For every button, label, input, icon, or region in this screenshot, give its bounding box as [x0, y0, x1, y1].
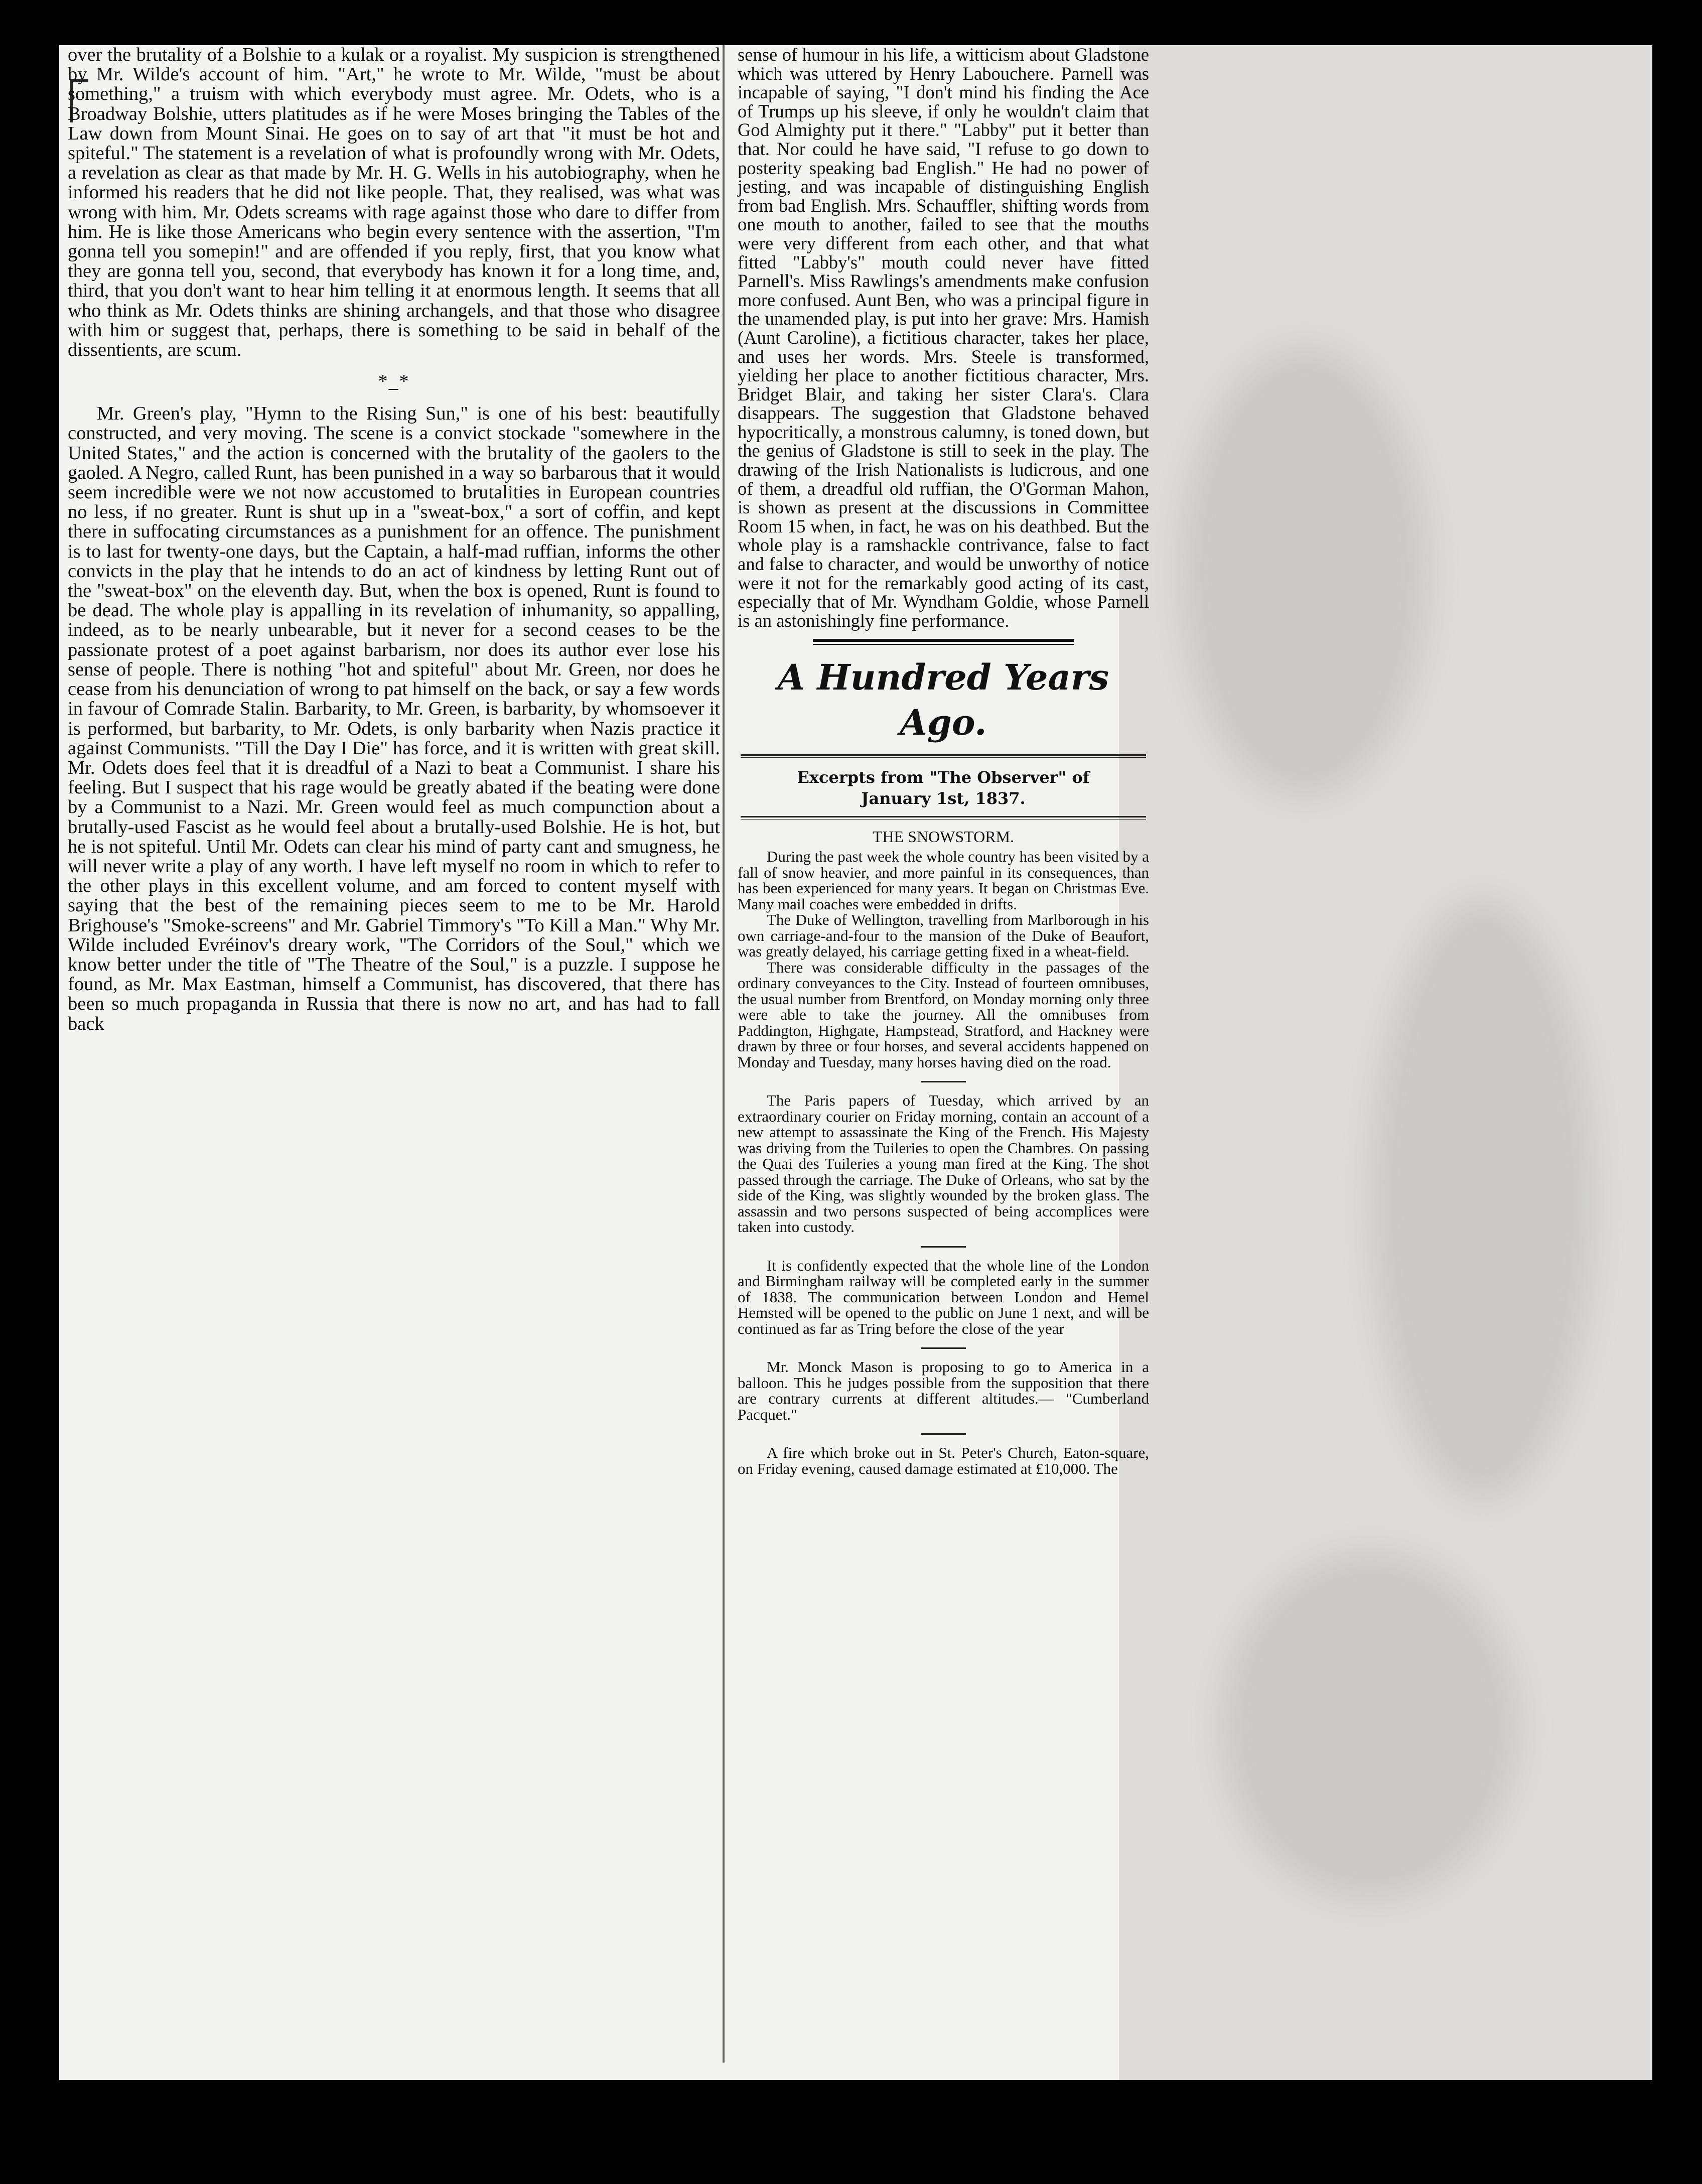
- excerpt-paragraph: There was considerable difficulty in the passages of the ordinary conveyances to the City. Instead of fourteen omnibuses, the usual number from Brentford, on Monday morning only three were able to take the journey. All the omnibuses from Paddington, Highgate, Hampstead, Stratford, and Hackney were drawn by three or four horses, and several accidents happened on Monday and Tuesday, many horses having died on the road.: [738, 958, 1149, 1071]
- excerpt-paragraph: Mr. Monck Mason is proposing to go to America in a balloon. This he judges possible from the supposition that there are contrary currents at different altitudes.— "Cumberland Pacquet.": [738, 1358, 1149, 1423]
- column-rule: [723, 45, 725, 2063]
- blank-paper-area: [1119, 45, 1652, 2080]
- left-column: [68, 45, 720, 1034]
- excerpts: [738, 827, 1149, 1476]
- heading-rule: [741, 754, 1146, 758]
- separator: [921, 1347, 966, 1349]
- item-title: THE SNOWSTORM.: [872, 828, 1015, 846]
- paragraph: Mr. Green's play, "Hymn to the Rising Sun," is one of his best: beautifully constructed, and very moving. The scene is a convict stockade "somewhere in the United States," and the action is concerned with the brutality of the gaolers to the gaoled. A Negro, called Runt, has been punished in a way so barbarous that it would seem incredible were we not now accustomed to brutalities in European countries no less, if no greater. Runt is shut up in a "sweat-box," a sort of coffin, and kept there in suffocating circumstances as a punishment for an offence. The punishment is to last for twenty-one days, but the Captain, a half-mad ruffian, informs the other convicts in the play that he intends to do an act of kindness by letting Runt out of the "sweat-box" on the eleventh day. But, when the box is opened, Runt is found to be dead. The whole play is appalling in its revelation of inhumanity, so appalling, indeed, as to be nearly unbearable, but it never for a second ceases to be the passionate protest of a poet against barbarism, nor does its author ever lose his sense of people. There is nothing "hot and spiteful" about Mr. Green, nor does he cease from his denunciation of wrong to pat himself on the back, or say a few words in favour of Comrade Stalin. Barbarity, to Mr. Green, is barbarity, by whomsoever it is performed, but barbarity, to Mr. Odets, is only barbarity when Nazis practice it against Communists. "Till the Day I Die" has force, and it is written with great skill. Mr. Odets does feel that it is dreadful of a Nazi to beat a Communist. I share his feeling. But I suspect that his rage would be greatly abated if the beating were done by a Communist to a Nazi. Mr. Green would feel as much compunction about a brutally-used Fascist as he would feel about a brutally-used Bolshie. He is hot, but he is not spiteful. Until Mr. Odets can clear his mind of party cant and smugness, he will never write a play of any worth. I have left myself no room in which to refer to the other plays in this excellent volume, and am forced to content myself with saying that the best of the remaining pieces seem to me to be Mr. Harold Brighouse's "Smoke-screens" and Mr. Gabriel Timmory's "To Kill a Man." Why Mr. Wilde included Evréinov's dreary work, "The Corridors of the Soul," which we know better under the title of "The Theatre of the Soul," is a puzzle. I suppose he found, as Mr. Max Eastman, himself a Communist, has discovered, that there has been so much propaganda in Russia that there is now no art, and has had to fall back: [68, 403, 720, 1034]
- excerpt-paragraph: It is confidently expected that the whole line of the London and Birmingham railway will be completed early in the summer of 1838. The communication between London and Hemel Hemsted will be opened to the public on June 1 next, and will be continued as far as Tring before the close of the year: [738, 1256, 1149, 1337]
- asterism: *_*: [378, 371, 410, 392]
- separator: [921, 1433, 966, 1435]
- excerpt-paragraph: During the past week the whole country has been visited by a fall of snow heavier, and more painful in its consequences, than has been experienced for many years. It began on Christmas Eve. Many mail coaches were embedded in drifts.: [738, 848, 1149, 913]
- double-rule: [813, 639, 1074, 645]
- separator: [921, 1081, 966, 1082]
- excerpt-paragraph: The Paris papers of Tuesday, which arrived by an extraordinary courier on Friday morning, contain an account of a new attempt to assassinate the King of the French. His Majesty was driving from the Tuileries to open the Chambres. On passing the Quai des Tuileries a young man fired at the King. The shot passed through the carriage. The Duke of Orleans, who sat by the side of the King, was slightly wounded by the broken glass. The assassin and two persons suspected of being accomplices were taken into custody.: [738, 1091, 1149, 1236]
- excerpt-paragraph: A fire which broke out in St. Peter's Church, Eaton-square, on Friday evening, caused damage estimated at £10,000. The: [738, 1444, 1149, 1477]
- subheading-rule: [741, 816, 1146, 820]
- paragraph: over the brutality of a Bolshie to a kulak or a royalist. My suspicion is strengthened by Mr. Wilde's account of him. "Art," he wrote to Mr. Wilde, "must be about something," a truism with which everybody must agree. Mr. Odets, who is a Broadway Bolshie, utters platitudes as if he were Moses bringing the Tables of the Law down from Mount Sinai. He goes on to say of art that "it must be hot and spiteful." The statement is a revelation of what is profoundly wrong with Mr. Odets, a revelation as clear as that made by Mr. H. G. Wells in his autobiography, when he informed his readers that he did not like people. That, they realised, was what was wrong with him. Mr. Odets screams with rage against those who dare to differ from him. He is like those Americans who begin every sentence with the assertion, "I'm gonna tell you somepin!" and are offended if you reply, first, that you know what they are gonna tell you, second, that everybody has known it for a long time, and, third, that you don't want to hear him telling it at enormous length. It seems that all who think as Mr. Odets thinks are shining archangels, and that those who disagree with him or suggest that, perhaps, there is something to be said in behalf of the dissentients, are scum.: [68, 44, 720, 361]
- separator: [921, 1246, 966, 1248]
- paragraph: sense of humour in his life, a witticism about Gladstone which was uttered by Henry Labouchere. Parnell was incapable of saying, "I don't mind his finding the Ace of Trumps up his sleeve, if only he wouldn't claim that God Almighty put it there." "Labby" put it better than that. Nor could he have said, "I refuse to go down to posterity speaking bad English." He had no power of jesting, and was incapable of distinguishing English from bad English. Mrs. Schauffler, shifting words from one mouth to another, failed to see that the mouths were very different from each other, and that what fitted "Labby's" mouth could never have fitted Parnell's. Miss Rawlings's amendments make confusion more confused. Aunt Ben, who was a principal figure in the unamended play, is put into her grave: Mrs. Hamish (Aunt Caroline), a fictitious character, takes her place, and uses her words. Mrs. Steele is transformed, yielding her place to another fictitious character, Mrs. Bridget Blair, and taking her sister Clara's. Clara disappears. The suggestion that Gladstone behaved hypocritically, a monstrous calumny, is toned down, but the genius of Gladstone is still to seek in the play. The drawing of the Irish Nationalists is ludicrous, and one of them, a dreadful old ruffian, the O'Gorman Mahon, is shown as present at the discussions in Committee Room 15 when, in fact, he was on his deathbed. But the whole play is a ramshackle contrivance, false to fact and false to character, and would be unworthy of notice were it not for the remarkably good acting of its cast, especially that of Mr. Wyndham Goldie, whose Parnell is an astonishingly fine performance.: [738, 44, 1149, 631]
- right-column: [738, 45, 1149, 1476]
- subheading-line-2: January 1st, 1837.: [861, 789, 1026, 808]
- excerpt-paragraph: The Duke of Wellington, travelling from Marlborough in his own carriage-and-four to the mansion of the Duke of Beaufort, was greatly delayed, his carriage getting fixed in a wheat-field.: [738, 911, 1149, 961]
- section-heading: A Hundred Years Ago.: [777, 656, 1109, 744]
- subheading: [738, 767, 1149, 809]
- subheading-line-1: Excerpts from "The Observer" of: [797, 768, 1090, 787]
